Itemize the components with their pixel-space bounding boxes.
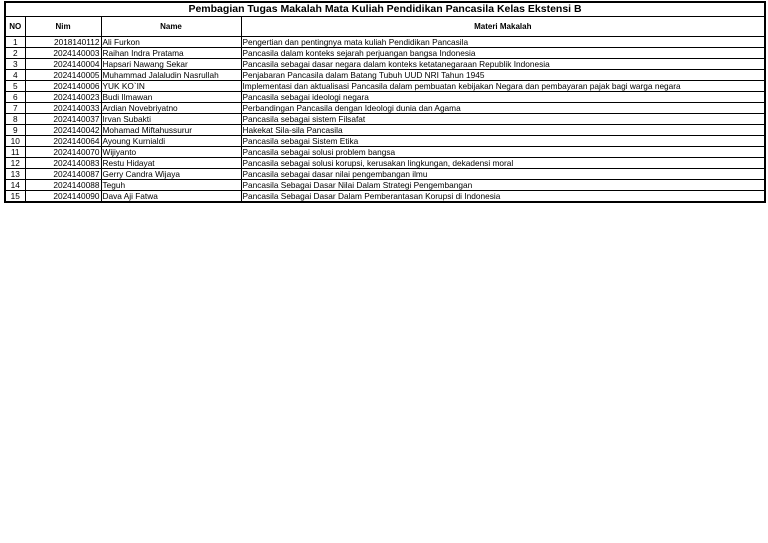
cell-no: 9	[5, 125, 25, 136]
cell-nim: 2024140023	[25, 92, 101, 103]
cell-materi: Pancasila sebagai dasar nilai pengembangan ilmu	[241, 169, 765, 180]
cell-nim: 2024140003	[25, 48, 101, 59]
cell-name: Teguh	[101, 180, 241, 191]
table-row	[5, 92, 765, 103]
cell-nim: 2024140064	[25, 136, 101, 147]
column-header-nim: Nim	[25, 17, 101, 37]
cell-no: 7	[5, 103, 25, 114]
table-row	[5, 125, 765, 136]
column-header-no: NO	[5, 17, 25, 37]
cell-no: 1	[5, 37, 25, 48]
cell-nim: 2024140083	[25, 158, 101, 169]
cell-name: Muhammad Jalaludin Nasrullah	[101, 70, 241, 81]
cell-name: Irvan Subakti	[101, 114, 241, 125]
cell-nim: 2024140070	[25, 147, 101, 158]
cell-nim: 2024140042	[25, 125, 101, 136]
cell-materi: Pancasila sebagai Sistem Etika	[241, 136, 765, 147]
column-header-materi: Materi Makalah	[241, 17, 765, 37]
cell-name: Ali Furkon	[101, 37, 241, 48]
cell-name: YUK KO`IN	[101, 81, 241, 92]
cell-no: 8	[5, 114, 25, 125]
cell-name: Mohamad Miftahussurur	[101, 125, 241, 136]
cell-no: 14	[5, 180, 25, 191]
table-row	[5, 103, 765, 114]
cell-no: 10	[5, 136, 25, 147]
cell-name: Ardian Novebriyatno	[101, 103, 241, 114]
cell-no: 3	[5, 59, 25, 70]
cell-nim: 2024140004	[25, 59, 101, 70]
cell-materi: Perbandingan Pancasila dengan Ideologi dunia dan Agama	[241, 103, 765, 114]
table-row	[5, 191, 765, 203]
cell-name: Budi Ilmawan	[101, 92, 241, 103]
cell-name: Gerry Candra Wijaya	[101, 169, 241, 180]
cell-no: 12	[5, 158, 25, 169]
cell-no: 11	[5, 147, 25, 158]
table-row	[5, 81, 765, 92]
table-row	[5, 136, 765, 147]
cell-materi: Pancasila sebagai solusi korupsi, kerusakan lingkungan, dekadensi moral	[241, 158, 765, 169]
table-body	[5, 37, 765, 203]
table-row	[5, 114, 765, 125]
header-row	[5, 17, 765, 37]
column-header-name: Name	[101, 17, 241, 37]
cell-name: Wijiyanto	[101, 147, 241, 158]
cell-nim: 2024140087	[25, 169, 101, 180]
cell-materi: Pancasila Sebagai Dasar Nilai Dalam Strategi Pengembangan	[241, 180, 765, 191]
cell-materi: Pancasila sebagai sistem Filsafat	[241, 114, 765, 125]
cell-nim: 2024140005	[25, 70, 101, 81]
cell-nim: 2018140112	[25, 37, 101, 48]
cell-name: Hapsari Nawang Sekar	[101, 59, 241, 70]
cell-name: Ayoung Kurnialdi	[101, 136, 241, 147]
cell-no: 15	[5, 191, 25, 203]
table-row	[5, 37, 765, 48]
table-row	[5, 48, 765, 59]
table-row	[5, 147, 765, 158]
spreadsheet-sheet	[4, 1, 764, 203]
cell-nim: 2024140033	[25, 103, 101, 114]
cell-name: Raihan Indra Pratama	[101, 48, 241, 59]
cell-nim: 2024140088	[25, 180, 101, 191]
cell-materi: Hakekat Sila-sila Pancasila	[241, 125, 765, 136]
cell-no: 6	[5, 92, 25, 103]
cell-nim: 2024140006	[25, 81, 101, 92]
table-row	[5, 70, 765, 81]
table-row	[5, 180, 765, 191]
cell-name: Restu Hidayat	[101, 158, 241, 169]
table-row	[5, 158, 765, 169]
table-row	[5, 169, 765, 180]
table-title: Pembagian Tugas Makalah Mata Kuliah Pendidikan Pancasila Kelas Ekstensi B	[5, 2, 765, 17]
cell-nim: 2024140037	[25, 114, 101, 125]
table-row	[5, 59, 765, 70]
cell-materi: Pancasila sebagai solusi problem bangsa	[241, 147, 765, 158]
cell-no: 4	[5, 70, 25, 81]
cell-materi: Pancasila Sebagai Dasar Dalam Pemberantasan Korupsi di Indonesia	[241, 191, 765, 203]
cell-name: Dava Aji Fatwa	[101, 191, 241, 203]
cell-materi: Pancasila sebagai dasar negara dalam konteks ketatanegaraan Republik Indonesia	[241, 59, 765, 70]
cell-nim: 2024140090	[25, 191, 101, 203]
assignment-table	[4, 1, 766, 203]
cell-no: 5	[5, 81, 25, 92]
cell-materi: Implementasi dan aktualisasi Pancasila dalam pembuatan kebijakan Negara dan pembayaran pajak bagi warga negara	[241, 81, 765, 92]
cell-materi: Pengertian dan pentingnya mata kuliah Pendidikan Pancasila	[241, 37, 765, 48]
cell-materi: Pancasila dalam konteks sejarah perjuangan bangsa Indonesia	[241, 48, 765, 59]
cell-no: 2	[5, 48, 25, 59]
cell-no: 13	[5, 169, 25, 180]
cell-materi: Pancasila sebagai ideologi negara	[241, 92, 765, 103]
cell-materi: Penjabaran Pancasila dalam Batang Tubuh UUD NRI Tahun 1945	[241, 70, 765, 81]
